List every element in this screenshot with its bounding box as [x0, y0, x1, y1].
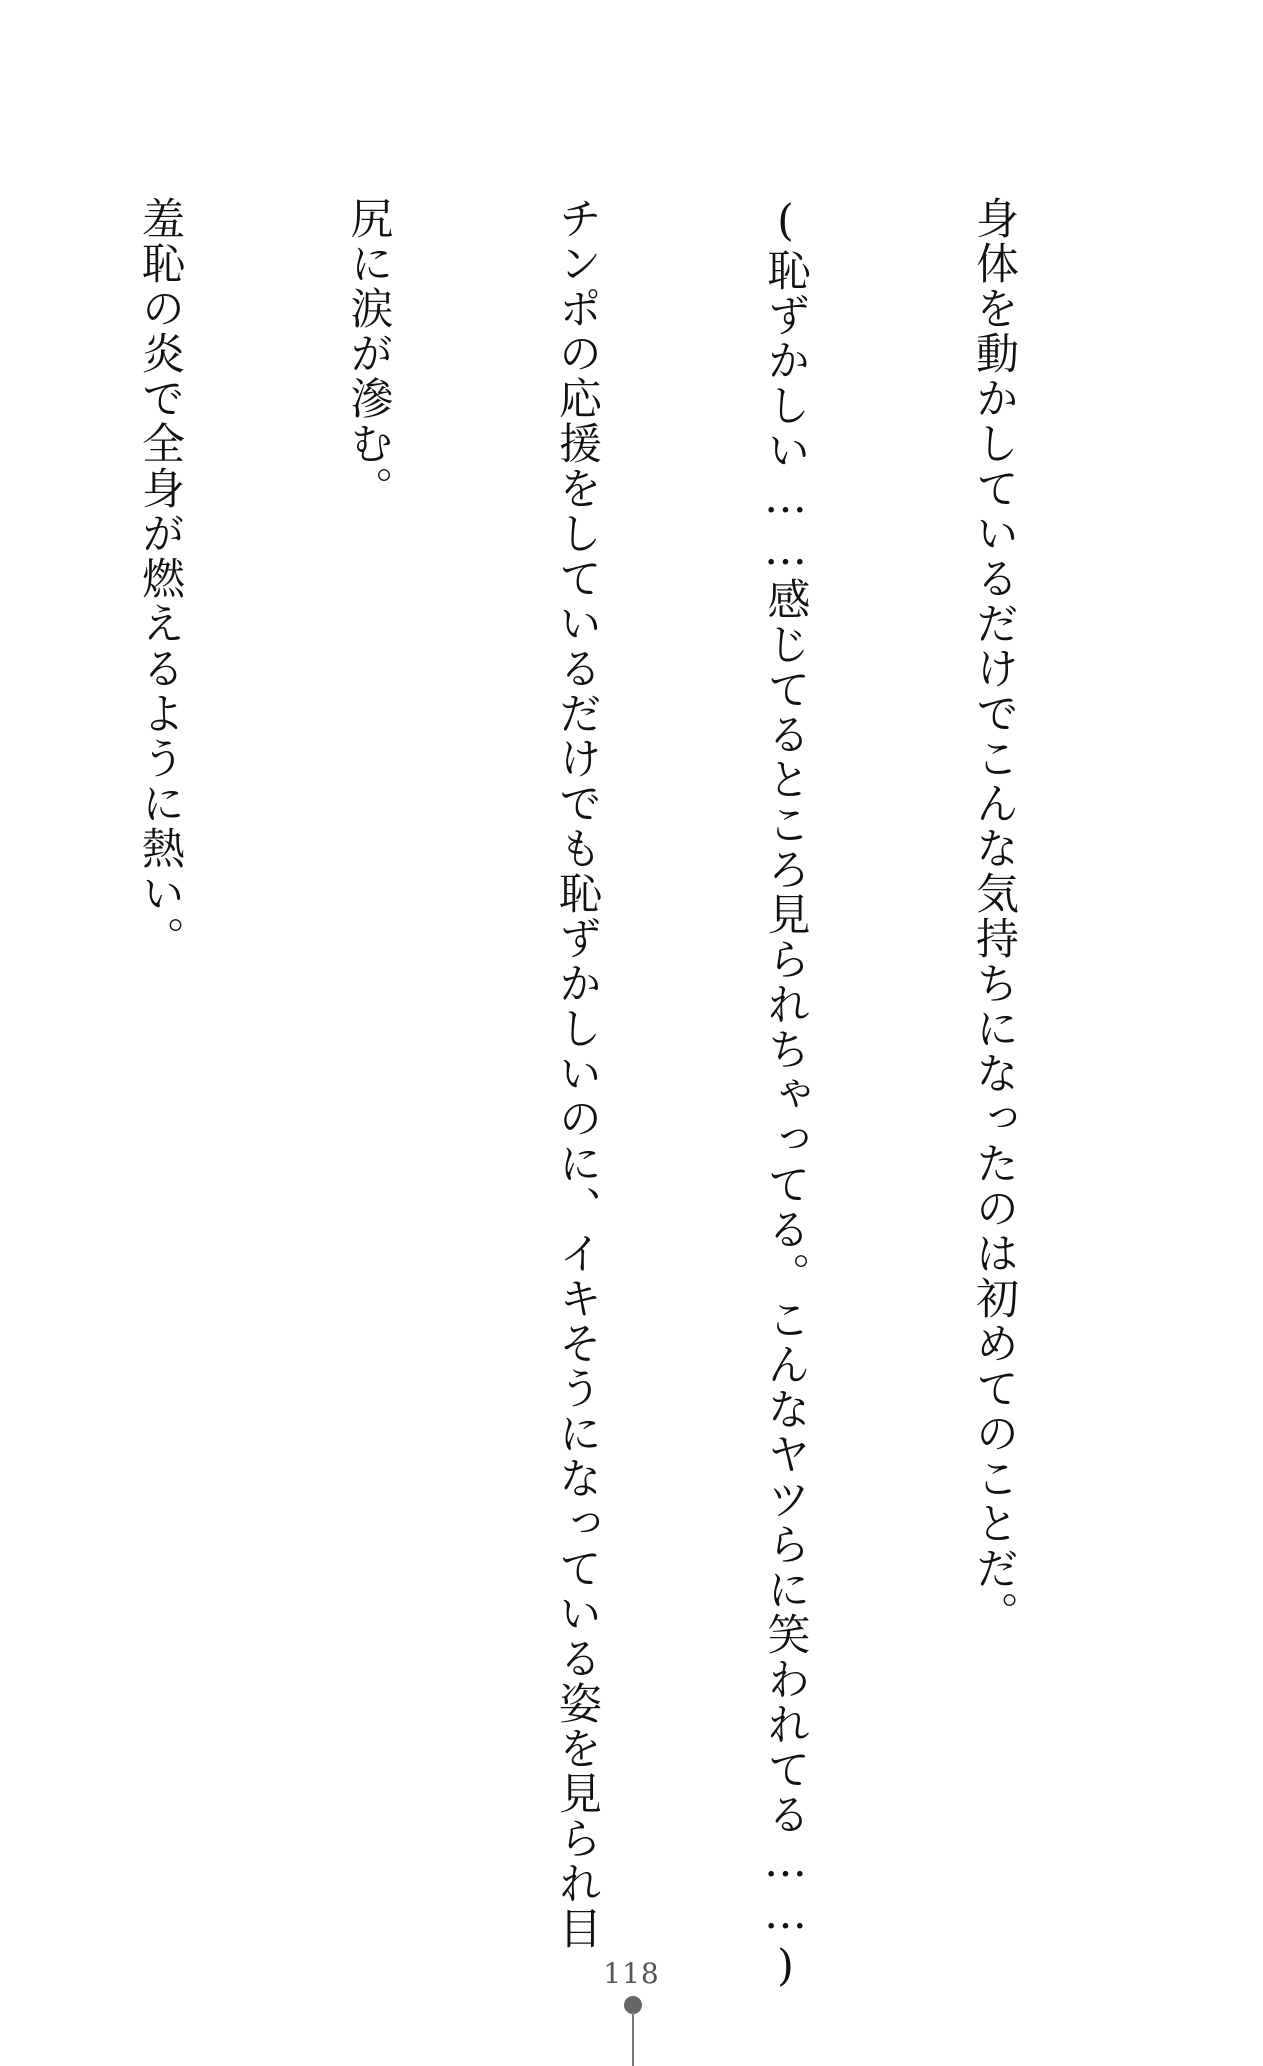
text-line: 身体を動かしているだけでこんな気持ちになったのは初めてのことだ。 [969, 196, 1019, 1636]
text-line: (恥ずかしい……感じてるところ見られちゃってる。こんなヤツらに笑われてる……) [760, 196, 811, 1993]
text-line: チンポの応援をしているだけでも恥ずかしいのに、イキそうになっている姿を見られ目 [552, 196, 602, 1951]
text-line: 尻に涙が滲む。 [343, 196, 394, 511]
text-line: 羞恥の炎で全身が燃えるように熱い。 [135, 196, 185, 961]
page-number: 118 [603, 1957, 660, 1990]
page-marker-line [632, 2012, 634, 2066]
